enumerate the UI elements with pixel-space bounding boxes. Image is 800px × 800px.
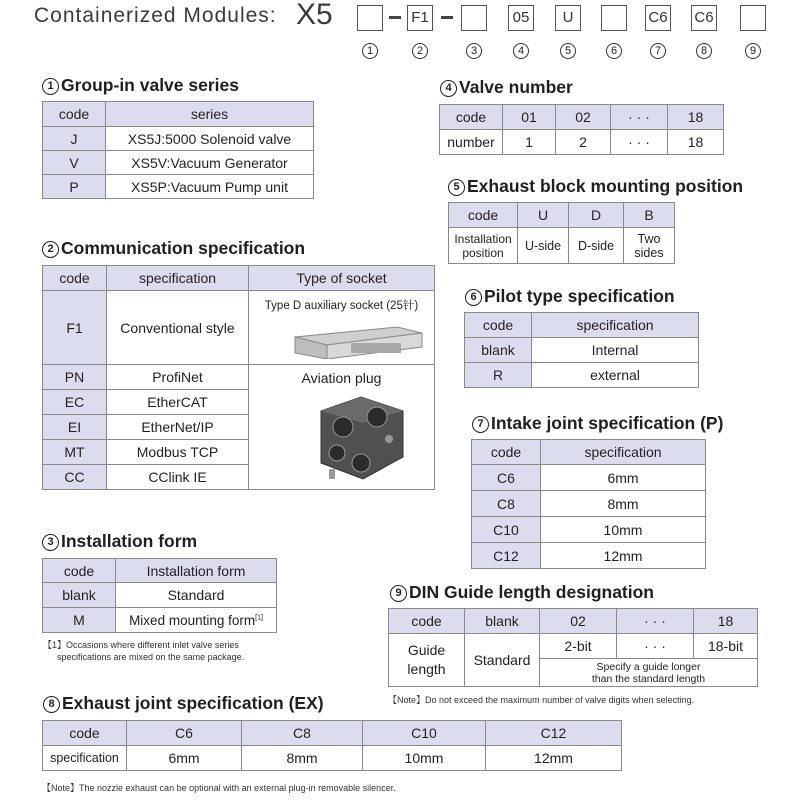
table-row: EC EtherCAT <box>43 390 435 415</box>
installation-table: code Installation form blank Standard M Mixed mounting form[1] <box>42 558 277 633</box>
table-row: specification 6mm 8mm 10mm 12mm <box>43 746 622 771</box>
section-9-heading: 9 DIN Guide length designation <box>390 582 654 603</box>
table-row: C10 10mm <box>472 517 706 543</box>
code-box-6 <box>601 5 627 31</box>
separator-dash <box>441 16 453 19</box>
section-8-heading: 8 Exhaust joint specification (EX) <box>43 693 324 714</box>
installation-note: 【1】Occasions where different inlet valve series specifications are mixed on the same package. <box>43 640 245 662</box>
aviation-plug-image <box>303 393 408 485</box>
pilot-type-table: code specification blank Internal R external <box>464 312 699 388</box>
table-row: blank Internal <box>465 338 699 363</box>
din-guide-table: code blank 02 · · · 18 Guide length Standard 2-bit · · · 18-bit Specify a guide longer than the standard length <box>388 608 758 687</box>
section-6-heading: 6 Pilot type specification <box>465 286 675 307</box>
separator-dash <box>389 16 401 19</box>
table-row: V XS5V:Vacuum Generator <box>43 151 314 175</box>
table-row: P XS5P:Vacuum Pump unit <box>43 175 314 199</box>
exhaust-joint-table: code C6 C8 C10 C12 specification 6mm 8mm 10mm 12mm <box>42 720 622 771</box>
table-row: C8 8mm <box>472 491 706 517</box>
code-box-3 <box>461 5 487 31</box>
section-7-heading: 7 Intake joint specification (P) <box>472 413 723 434</box>
model-name: X5 <box>296 0 333 31</box>
d-sub-socket-image <box>287 319 427 359</box>
din-guide-note: 【Note】Do not exceed the maximum number of valve digits when selecting. <box>388 695 695 705</box>
code-box-4: 05 <box>508 5 534 31</box>
code-number-6: 6 <box>606 43 622 59</box>
table-row: C6 6mm <box>472 465 706 491</box>
code-box-9 <box>740 5 766 31</box>
code-number-8: 8 <box>696 43 712 59</box>
table-row: Guide length Standard 2-bit · · · 18-bit <box>389 634 758 659</box>
communication-table: code specification Type of socket F1 Conventional style Type D auxiliary socket (25针) PN ProfiNet Aviation plug EC EtherCAT EI EtherNet/IP MT Modbus TCP CC CClink IE <box>42 265 435 490</box>
code-box-8: C6 <box>691 5 717 31</box>
table-row: CC CClink IE <box>43 465 435 490</box>
intake-joint-table: code specification C6 6mm C8 8mm C10 10mm C12 12mm <box>471 439 706 569</box>
table-row: M Mixed mounting form[1] <box>43 608 277 633</box>
page-title: Containerized Modules: <box>34 4 277 27</box>
exhaust-block-table: code U D B Installation position U-side D-side Two sides <box>448 202 675 264</box>
code-number-4: 4 <box>513 43 529 59</box>
section-4-heading: 4 Valve number <box>440 77 573 98</box>
table-row: C12 12mm <box>472 543 706 569</box>
code-box-1 <box>357 5 383 31</box>
valve-number-table: code 01 02 · · · 18 number 1 2 · · · 18 <box>439 104 724 155</box>
code-number-7: 7 <box>650 43 666 59</box>
table-row: PN ProfiNet Aviation plug <box>43 365 435 390</box>
table-row: Specify a guide longer than the standard length <box>389 659 758 687</box>
table-row: blank Standard <box>43 583 277 608</box>
code-number-3: 3 <box>466 43 482 59</box>
table-row: R external <box>465 363 699 388</box>
table-row: J XS5J:5000 Solenoid valve <box>43 127 314 151</box>
code-number-2: 2 <box>412 43 428 59</box>
table-row: EI EtherNet/IP <box>43 415 435 440</box>
series-table: code series J XS5J:5000 Solenoid valve V XS5V:Vacuum Generator P XS5P:Vacuum Pump unit <box>42 101 314 199</box>
table-row: Installation position U-side D-side Two sides <box>449 228 675 264</box>
table-row: MT Modbus TCP <box>43 440 435 465</box>
code-number-1: 1 <box>362 43 378 59</box>
code-number-9: 9 <box>745 43 761 59</box>
table-row: F1 Conventional style Type D auxiliary socket (25针) <box>43 291 435 365</box>
code-box-7: C6 <box>645 5 671 31</box>
code-box-5: U <box>555 5 581 31</box>
section-5-heading: 5 Exhaust block mounting position <box>448 176 743 197</box>
code-box-2: F1 <box>407 5 433 31</box>
table-row: number 1 2 · · · 18 <box>440 130 724 155</box>
code-number-5: 5 <box>560 43 576 59</box>
section-1-heading: 1 Group-in valve series <box>42 75 239 96</box>
exhaust-joint-note: 【Note】The nozzle exhaust can be optional with an external plug-in removable silencer. <box>42 783 396 793</box>
section-2-heading: 2 Communication specification <box>42 238 305 259</box>
section-3-heading: 3 Installation form <box>42 531 197 552</box>
